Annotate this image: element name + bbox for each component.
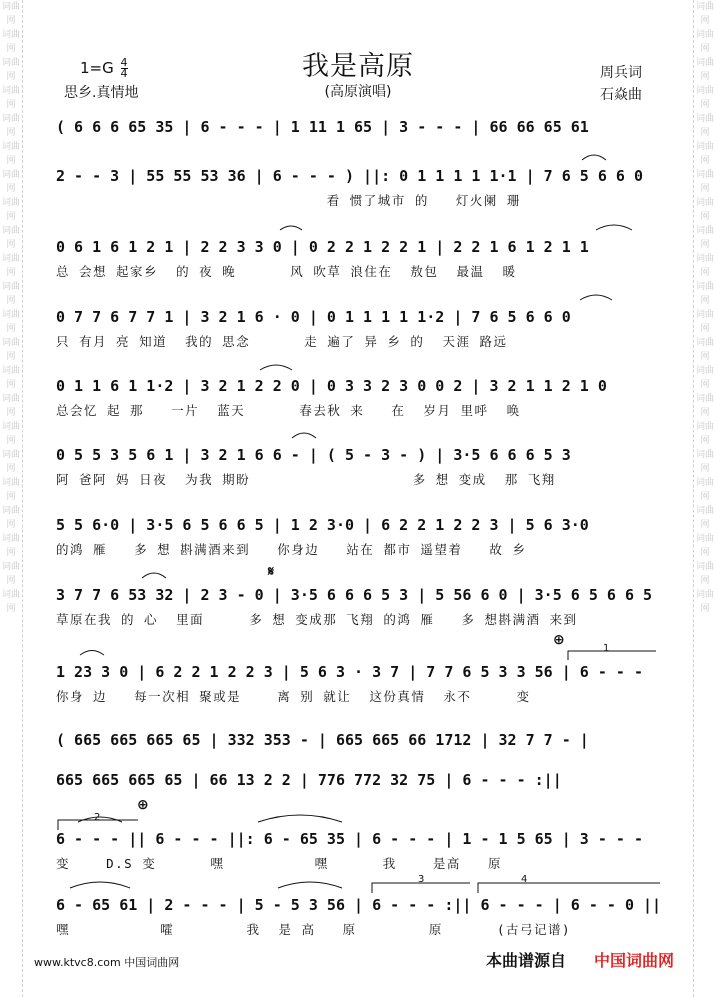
key-label: 1=G xyxy=(80,59,114,77)
segno-sign: 𝄋 xyxy=(268,564,275,580)
notes: 5 5 6·0 | 3·5 6 5 6 6 5 | 1 2 3·0 | 6 2 2 1 2 2 3 | 5 6 3·0 xyxy=(56,516,589,534)
notes: 665 665 665 65 | 66 13 2 2 | 776 772 32 75 | 6 - - - :|| xyxy=(56,771,562,789)
footer-source: 本曲谱源自 xyxy=(486,951,567,970)
slur-line-3b xyxy=(596,225,632,230)
time-bottom: 4 xyxy=(120,67,128,80)
coda-sign-2: ⊕ xyxy=(137,797,149,813)
lyrics: 看 惯了城市 的 灯火阑 珊 xyxy=(56,193,521,208)
lyrics: 总 会想 起家乡 的 夜 晚 风 吹草 浪住在 敖包 最温 暖 xyxy=(56,264,517,279)
footer-brand: 中国词曲网 xyxy=(594,951,675,970)
slur-line-5 xyxy=(260,365,292,370)
lyrics: 你身 边 每一次相 聚或是 离 别 就让 这份真情 永不 变 xyxy=(56,689,531,704)
notes: 6 - 65 61 | 2 - - - | 5 - 5 3 56 | 6 - - - :|| 6 - - - | 6 - - 0 || xyxy=(56,896,662,914)
volta-3-label: 3 xyxy=(418,874,425,885)
volta-1-label: 1 xyxy=(603,643,610,654)
slur-line-9 xyxy=(80,651,104,656)
lyrics: 变 D.S 变 嘿 嘿 我 是高 原 xyxy=(56,856,502,871)
volta-2-label: 2 xyxy=(94,812,101,823)
coda-sign: ⊕ xyxy=(553,632,565,648)
notes: ( 665 665 665 65 | 332 353 - | 665 665 66 1712 | 32 7 7 - | xyxy=(56,731,589,749)
lyrics: 总会忆 起 那 一片 蓝天 春去秋 来 在 岁月 里呼 唤 xyxy=(56,403,521,418)
slur-line-13 xyxy=(70,882,130,888)
slur-line-12b xyxy=(258,815,342,822)
slur-line-13b xyxy=(278,882,342,888)
lyrics: 阿 爸阿 妈 日夜 为我 期盼 多 想 变成 那 飞翔 xyxy=(56,472,556,487)
lyrics: 草原在我 的 心 里面 多 想 变成那 飞翔 的鸿 雁 多 想斟满酒 来到 xyxy=(56,612,578,627)
key-signature xyxy=(80,58,128,79)
volta-4-label: 4 xyxy=(521,874,528,885)
slur-line-6 xyxy=(292,433,316,438)
notes: 6 - - - || 6 - - - ||: 6 - 65 35 | 6 - - - | 1 - 1 5 65 | 3 - - - xyxy=(56,830,643,848)
notes: 0 7 7 6 7 7 1 | 3 2 1 6 · 0 | 0 1 1 1 1 1·2 | 7 6 5 6 6 0 xyxy=(56,308,571,326)
lyrics: 嘿 嚯 我 是 高 原 原 (古弓记谱) xyxy=(56,922,572,937)
notes: 0 1 1 6 1 1·2 | 3 2 1 2 2 0 | 0 3 3 2 3 0 0 2 | 3 2 1 1 2 1 0 xyxy=(56,377,607,395)
slur-line-8 xyxy=(142,573,166,578)
volta-1-bracket xyxy=(568,651,656,660)
slur-line-3 xyxy=(280,226,302,230)
time-signature xyxy=(121,58,128,79)
lyrics: 只 有月 亮 知道 我的 思念 走 遍了 异 乡 的 天涯 路远 xyxy=(56,334,508,349)
volta-4-bracket xyxy=(478,883,660,893)
notes: 1 23 3 0 | 6 2 2 1 2 2 3 | 5 6 3 · 3 7 | 7 7 6 5 3 3 56 | 6 - - - xyxy=(56,663,643,681)
right-watermark-strip: 词曲网 词曲网 词曲网 词曲网 词曲网 词曲网 词曲网 词曲网 词曲网 词曲网 词曲网 词曲网 词曲网 词曲网 词曲网 词曲网 词曲网 词曲网 词曲网 词曲网 词曲网 词曲网 xyxy=(693,0,716,997)
lyricist: 周兵词 xyxy=(600,65,642,81)
slur-line-4 xyxy=(580,295,612,300)
notes: 3 7 7 6 53 32 | 2 3 - 0 | 3·5 6 6 6 5 3 | 5 56 6 0 | 3·5 6 5 6 6 5 xyxy=(56,586,653,604)
notes: 0 6 1 6 1 2 1 | 2 2 3 3 0 | 0 2 2 1 2 2 1 | 2 2 1 6 1 2 1 1 xyxy=(56,238,589,256)
time-top: 4 xyxy=(120,56,128,69)
left-watermark-strip: 词曲网 词曲网 词曲网 词曲网 词曲网 词曲网 词曲网 词曲网 词曲网 词曲网 词曲网 词曲网 词曲网 词曲网 词曲网 词曲网 词曲网 词曲网 词曲网 词曲网 词曲网 词曲网 xyxy=(0,0,23,997)
notes: 0 5 5 3 5 6 1 | 3 2 1 6 6 - | ( 5 - 3 - ) | 3·5 6 6 6 5 3 xyxy=(56,446,571,464)
composer: 石焱曲 xyxy=(600,87,642,103)
song-title: 我是高原 xyxy=(302,51,414,82)
notes: 2 - - 3 | 55 55 53 36 | 6 - - - ) ||: 0 1 1 1 1 1·1 | 7 6 5 6 6 0 xyxy=(56,167,643,185)
footer-url: www.ktvc8.com 中国词曲网 xyxy=(34,956,180,969)
notes: ( 6 6 6 65 35 | 6 - - - | 1 11 1 65 | 3 - - - | 66 66 65 61 xyxy=(56,118,589,136)
song-subtitle: (高原演唱) xyxy=(324,84,392,100)
slur-line-2 xyxy=(582,155,606,160)
lyrics: 的鸿 雁 多 想 斟满酒来到 你身边 站在 都市 遥望着 故 乡 xyxy=(56,542,527,557)
tempo-mood: 思乡.真情地 xyxy=(64,85,139,101)
